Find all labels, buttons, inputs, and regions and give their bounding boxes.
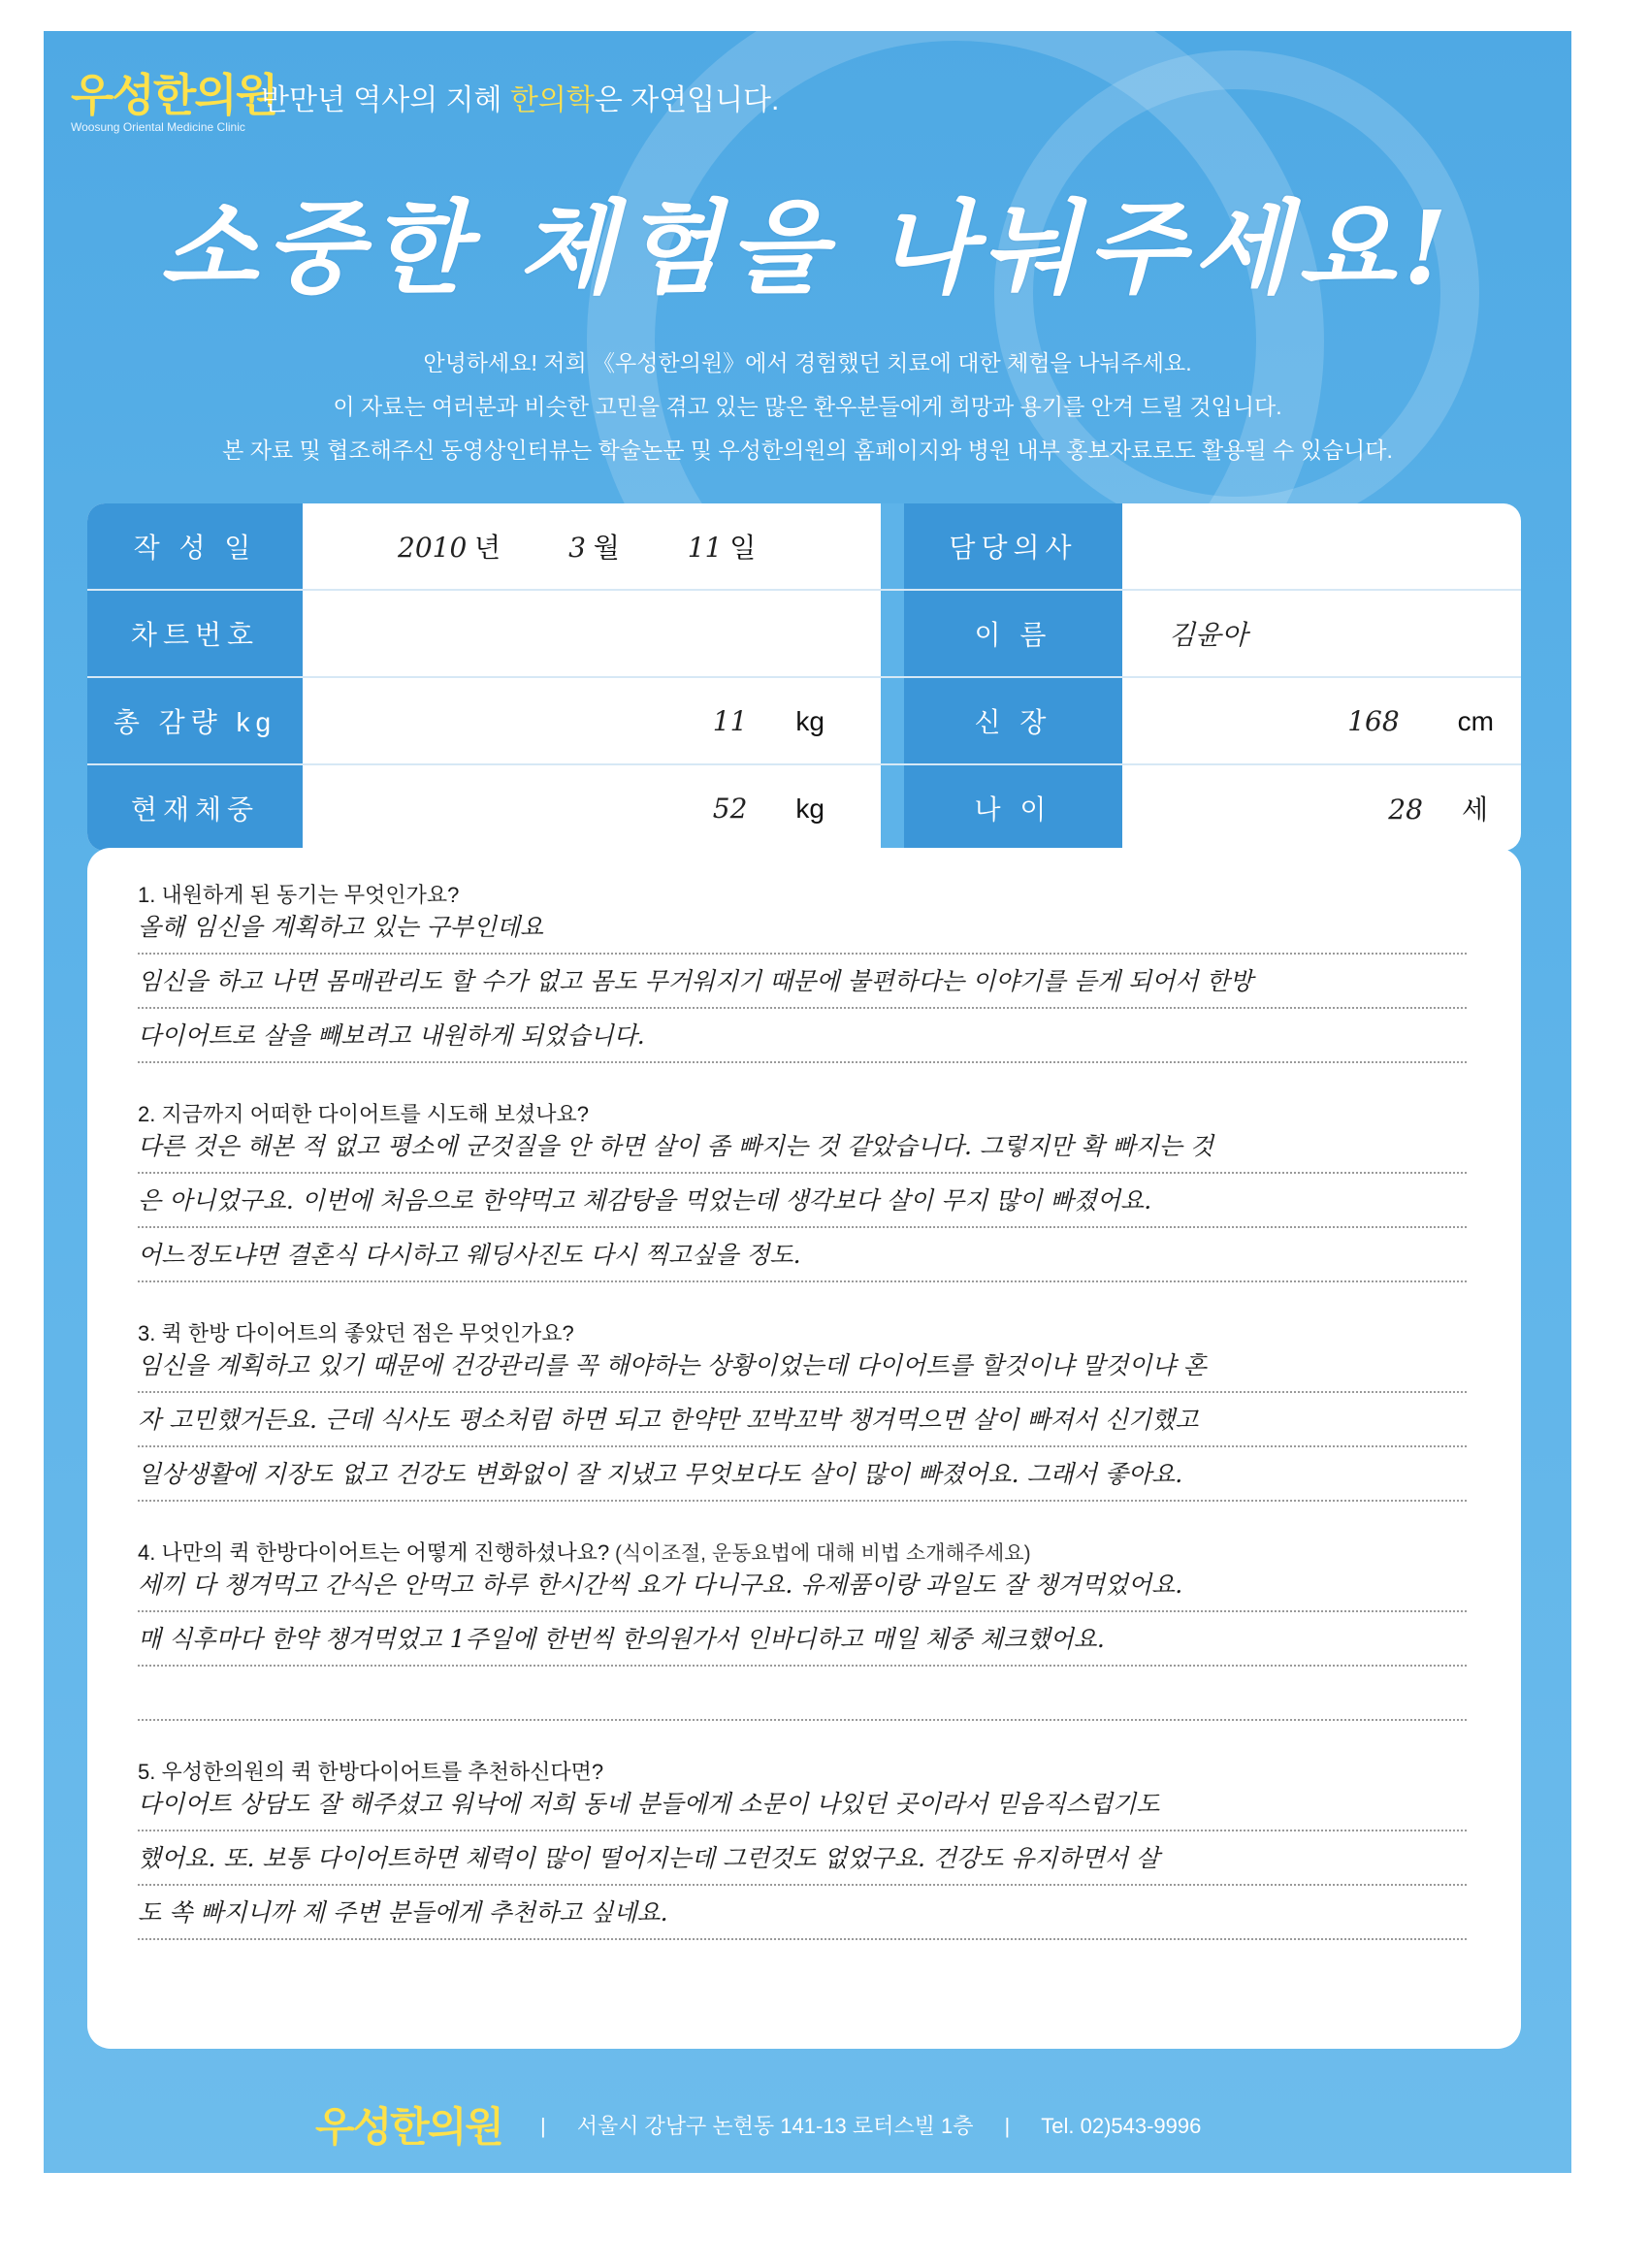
- info-row: [87, 503, 1521, 590]
- height-value: 168: [1347, 704, 1400, 737]
- info-row: [87, 590, 1521, 677]
- intro-line: 안녕하세요! 저희 《우성한의원》에서 경험했던 치료에 대한 체험을 나눠주세요.: [423, 350, 1192, 375]
- answer-line[interactable]: [138, 1669, 1467, 1721]
- question-text: 2. 지금까지 어떠한 다이어트를 시도해 보셨나요?: [138, 1102, 589, 1126]
- answer-line[interactable]: 임신을 하고 나면 몸매관리도 할 수가 없고 몸도 무거워지기 때문에 불편하다는 이야기를 듣게 되어서 한방: [138, 956, 1467, 1009]
- footer-separator: |: [539, 2113, 546, 2138]
- height-label: 신 장: [904, 677, 1122, 764]
- name-value: 김윤아: [1169, 619, 1248, 651]
- name-label: 이 름: [904, 590, 1122, 677]
- weight-loss-label: 총 감량 kg: [87, 677, 303, 764]
- year-value: 2010: [398, 532, 468, 564]
- answer-line[interactable]: 은 아니었구요. 이번에 처음으로 한약먹고 체감탕을 먹었는데 생각보다 살이 무지 많이 빠졌어요.: [138, 1176, 1467, 1228]
- month-unit: 월: [593, 533, 620, 563]
- footer: [315, 2095, 1382, 2154]
- year-unit: 년: [474, 533, 501, 563]
- intro-text: [44, 341, 1571, 472]
- answer-line[interactable]: 매 식후마다 한약 챙겨먹었고 1주일에 한번씩 한의원가서 인바디하고 매일 체중 체크했어요.: [138, 1614, 1467, 1667]
- current-weight-label: 현재체중: [87, 764, 303, 851]
- answer-line[interactable]: 다이어트로 살을 빼보려고 내원하게 되었습니다.: [138, 1011, 1467, 1063]
- chart-number-field[interactable]: [303, 590, 881, 677]
- column-gap: [881, 503, 904, 590]
- day-unit: 일: [729, 533, 757, 563]
- answer-line[interactable]: 올해 임신을 계획하고 있는 구부인데요: [138, 902, 1467, 955]
- questionnaire: [87, 848, 1521, 2049]
- current-weight-value: 52: [712, 792, 748, 825]
- age-unit: 세: [1461, 794, 1488, 825]
- footer-contact: [540, 2110, 1201, 2140]
- answer-line[interactable]: 다이어트 상담도 잘 해주셨고 워낙에 저희 동네 분들에게 소문이 나있던 곳이라서 믿음직스럽기도: [138, 1779, 1467, 1831]
- column-gap: [881, 590, 904, 677]
- current-weight-unit: kg: [795, 793, 824, 824]
- doctor-label: 담당의사: [904, 503, 1122, 590]
- weight-loss-field[interactable]: [303, 677, 881, 764]
- answer-line[interactable]: 어느정도냐면 결혼식 다시하고 웨딩사진도 다시 찍고싶을 정도.: [138, 1230, 1467, 1282]
- age-field[interactable]: [1122, 764, 1521, 851]
- answer-line[interactable]: 다른 것은 해본 적 없고 평소에 군것질을 안 하면 살이 좀 빠지는 것 같았습니다. 그렇지만 확 빠지는 것: [138, 1121, 1467, 1174]
- answer-line[interactable]: 했어요. 또. 보통 다이어트하면 체력이 많이 떨어지는데 그런것도 없었구요. 건강도 유지하면서 살: [138, 1833, 1467, 1886]
- answer-line[interactable]: 세끼 다 챙겨먹고 간식은 안먹고 하루 한시간씩 요가 다니구요. 유제품이랑 과일도 잘 챙겨먹었어요.: [138, 1560, 1467, 1612]
- form-sheet: [44, 31, 1571, 2173]
- footer-tel: Tel. 02)543-9996: [1041, 2113, 1202, 2138]
- answer-line[interactable]: 도 쏙 빠지니까 제 주변 분들에게 추천하고 싶네요.: [138, 1888, 1467, 1940]
- answer-line[interactable]: 일상생활에 지장도 없고 건강도 변화없이 잘 지냈고 무엇보다도 살이 많이 빠졌어요. 그래서 좋아요.: [138, 1449, 1467, 1502]
- date-label: 작 성 일: [87, 503, 303, 590]
- height-unit: cm: [1457, 705, 1494, 736]
- clinic-logo: [71, 60, 276, 134]
- height-field[interactable]: [1122, 677, 1521, 764]
- day-value: 11: [687, 532, 723, 564]
- question-note: (식이조절, 운동요법에 대해 비법 소개해주세요): [609, 1542, 1031, 1565]
- date-field[interactable]: [303, 503, 881, 590]
- logo-subtitle: Woosung Oriental Medicine Clinic: [71, 120, 245, 134]
- footer-address: 서울시 강남구 논현동 141-13 로터스빌 1층: [576, 2113, 974, 2138]
- info-row: [87, 677, 1521, 764]
- current-weight-field[interactable]: [303, 764, 881, 851]
- intro-line: 이 자료는 여러분과 비슷한 고민을 겪고 있는 많은 환우분들에게 희망과 용기를 안겨 드릴 것입니다.: [333, 394, 1282, 419]
- name-field[interactable]: [1122, 590, 1521, 677]
- question-text: 5. 우성한의원의 퀵 한방다이어트를 추천하신다면?: [138, 1760, 604, 1784]
- footer-logo: 우성한의원: [315, 2103, 502, 2151]
- question-text: 3. 퀵 한방 다이어트의 좋았던 점은 무엇인가요?: [138, 1321, 574, 1345]
- chart-number-label: 차트번호: [87, 590, 303, 677]
- doctor-field[interactable]: [1122, 503, 1521, 590]
- intro-line: 본 자료 및 협조해주신 동영상인터뷰는 학술논문 및 우성한의원의 홈페이지와 병원 내부 홍보자료로도 활용될 수 있습니다.: [222, 437, 1393, 463]
- page-title: 소중한 체험을 나눠주세요!: [159, 188, 1456, 308]
- answer-line[interactable]: 자 고민했거든요. 근데 식사도 평소처럼 하면 되고 한약만 꼬박꼬박 챙겨먹으면 살이 빠져서 신기했고: [138, 1395, 1467, 1447]
- tagline: [261, 76, 779, 118]
- patient-info-table: [87, 503, 1521, 851]
- tagline-highlight: 한의학: [509, 84, 595, 116]
- weight-loss-value: 11: [712, 704, 748, 737]
- tagline-pre: 반만년 역사의 지혜: [261, 84, 510, 116]
- column-gap: [881, 677, 904, 764]
- age-label: 나 이: [904, 764, 1122, 851]
- weight-loss-unit: kg: [795, 705, 824, 736]
- question-text: 1. 내원하게 된 동기는 무엇인가요?: [138, 883, 460, 907]
- answer-line[interactable]: 임신을 계획하고 있기 때문에 건강관리를 꼭 해야하는 상황이었는데 다이어트를 할것이냐 말것이냐 혼: [138, 1341, 1467, 1393]
- logo-text: 우성한의원: [71, 69, 277, 121]
- question-text: 4. 나만의 퀵 한방다이어트는 어떻게 진행하셨나요?: [138, 1540, 610, 1565]
- info-row: [87, 764, 1521, 851]
- column-gap: [881, 764, 904, 851]
- tagline-post: 은 자연입니다.: [594, 84, 780, 116]
- month-value: 3: [568, 532, 586, 564]
- age-value: 28: [1388, 794, 1423, 826]
- footer-separator: |: [1004, 2113, 1011, 2138]
